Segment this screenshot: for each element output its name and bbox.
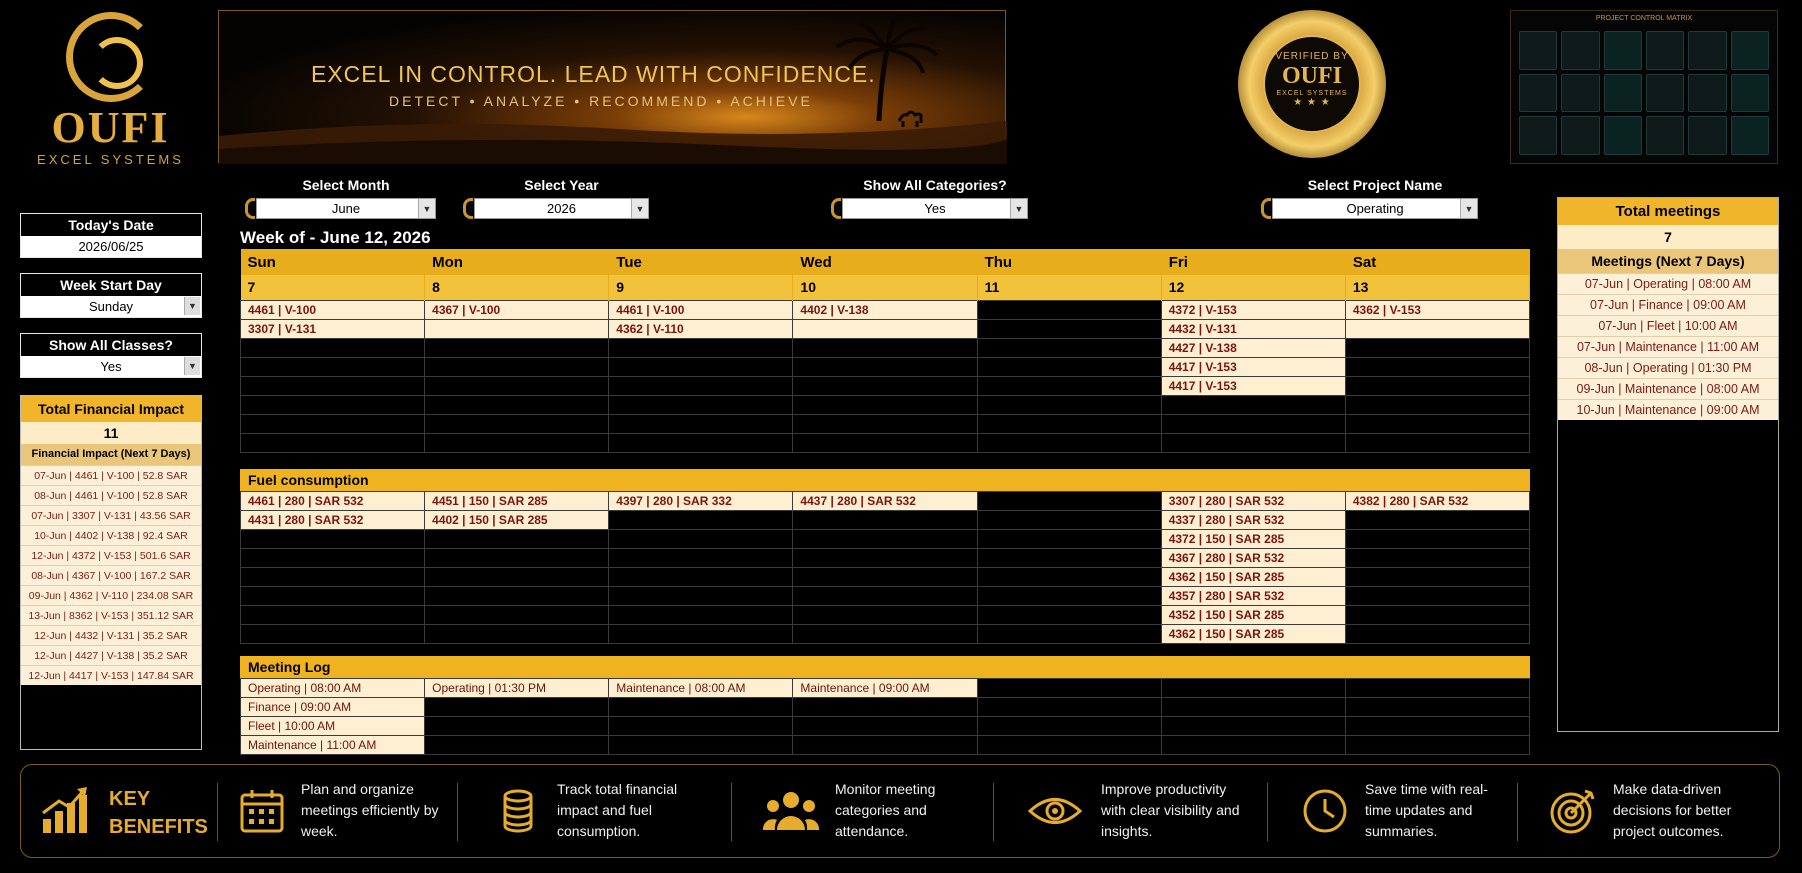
- date-header: 13: [1345, 275, 1529, 300]
- fuel-cell[interactable]: 4362 | 150 | SAR 285: [1161, 568, 1345, 587]
- fuel-cell[interactable]: [609, 549, 793, 568]
- meeting-cell[interactable]: [609, 736, 793, 755]
- month-label: Select Month: [302, 177, 390, 193]
- schedule-cell[interactable]: 4417 | V-153: [1161, 357, 1345, 376]
- meetings-panel: [1557, 197, 1779, 732]
- meeting-cell[interactable]: [425, 736, 609, 755]
- schedule-row: [241, 357, 1530, 376]
- fuel-cell[interactable]: [241, 568, 425, 587]
- fuel-cell[interactable]: 4382 | 280 | SAR 532: [1345, 492, 1529, 511]
- date-header: 9: [609, 275, 793, 300]
- chevron-down-icon[interactable]: ▼: [1460, 199, 1477, 218]
- meeting-cell[interactable]: [609, 698, 793, 717]
- fuel-cell[interactable]: 4372 | 150 | SAR 285: [1161, 530, 1345, 549]
- fuel-cell[interactable]: [793, 549, 977, 568]
- meeting-log-table: [240, 678, 1530, 755]
- fuel-cell[interactable]: [977, 530, 1161, 549]
- day-header: Fri: [1161, 249, 1345, 275]
- date-header: 8: [425, 275, 609, 300]
- people-icon: [761, 788, 821, 834]
- benefit-decisions-text: Make data-driven decisions for better project outcomes.: [1613, 781, 1732, 839]
- thumbnail-title: PROJECT CONTROL MATRIX: [1595, 15, 1693, 22]
- meeting-cell[interactable]: [1345, 736, 1529, 755]
- meeting-cell[interactable]: Fleet | 10:00 AM: [241, 717, 425, 736]
- financial-total: 11: [21, 422, 201, 444]
- schedule-cell[interactable]: [1345, 395, 1529, 414]
- fuel-row: [241, 625, 1530, 644]
- financial-list-item: 12-Jun | 4372 | V-153 | 501.6 SAR: [21, 545, 201, 565]
- categories-bracket-icon: [831, 198, 841, 219]
- date-header: 7: [241, 275, 425, 300]
- schedule-cell[interactable]: [1345, 414, 1529, 433]
- fuel-cell[interactable]: 4431 | 280 | SAR 532: [241, 511, 425, 530]
- fuel-cell[interactable]: [241, 625, 425, 644]
- meeting-cell[interactable]: [1161, 736, 1345, 755]
- schedule-table: [240, 249, 1530, 453]
- financial-list: [21, 465, 201, 685]
- meeting-cell[interactable]: [1161, 717, 1345, 736]
- clock-icon: [1301, 787, 1349, 835]
- schedule-cell[interactable]: 4427 | V-138: [1161, 338, 1345, 357]
- show-classes-label: Show All Classes?: [21, 334, 201, 356]
- key-benefits-bar: [20, 764, 1780, 858]
- schedule-cell[interactable]: [425, 319, 609, 338]
- calendar-icon: [239, 788, 285, 834]
- fuel-cell[interactable]: [977, 606, 1161, 625]
- week-start-box: [20, 273, 202, 318]
- meeting-cell[interactable]: [425, 717, 609, 736]
- fuel-cell[interactable]: [793, 587, 977, 606]
- coins-icon: [495, 788, 541, 834]
- fuel-cell[interactable]: [793, 511, 977, 530]
- seal-sub-text: EXCEL SYSTEMS: [1276, 90, 1348, 97]
- meeting-row: [241, 679, 1530, 698]
- growth-chart-icon: [41, 785, 91, 835]
- meeting-cell[interactable]: [977, 717, 1161, 736]
- categories-value: Yes: [924, 201, 946, 216]
- key-benefits-line1: KEY: [109, 788, 151, 810]
- date-header: 10: [793, 275, 977, 300]
- week-title: Week of - June 12, 2026: [240, 228, 431, 247]
- meeting-cell[interactable]: Finance | 09:00 AM: [241, 698, 425, 717]
- schedule-cell[interactable]: [425, 433, 609, 452]
- verified-seal: [1238, 10, 1386, 158]
- show-classes-dropdown[interactable]: [21, 356, 201, 377]
- schedule-cell[interactable]: [793, 414, 977, 433]
- meeting-row: [241, 717, 1530, 736]
- fuel-cell[interactable]: [793, 606, 977, 625]
- fuel-cell[interactable]: 4461 | 280 | SAR 532: [241, 492, 425, 511]
- schedule-cell[interactable]: [793, 376, 977, 395]
- fuel-cell[interactable]: [793, 568, 977, 587]
- date-header: 12: [1161, 275, 1345, 300]
- week-start-label: Week Start Day: [21, 274, 201, 296]
- benefit-track: [495, 779, 707, 842]
- fuel-cell[interactable]: [425, 625, 609, 644]
- schedule-cell[interactable]: 4402 | V-138: [793, 300, 977, 319]
- fuel-row: [241, 587, 1530, 606]
- fuel-cell[interactable]: [609, 625, 793, 644]
- meeting-list-item: 07-Jun | Operating | 08:00 AM: [1558, 273, 1778, 294]
- financial-impact-panel: [20, 395, 202, 750]
- chevron-down-icon[interactable]: ▼: [184, 357, 200, 375]
- financial-list-item: 08-Jun | 4367 | V-100 | 167.2 SAR: [21, 565, 201, 585]
- schedule-cell[interactable]: [609, 357, 793, 376]
- fuel-cell[interactable]: [977, 492, 1161, 511]
- schedule-cell[interactable]: 4432 | V-131: [1161, 319, 1345, 338]
- schedule-row: [241, 319, 1530, 338]
- fuel-row: [241, 511, 1530, 530]
- chevron-down-icon[interactable]: ▼: [1010, 199, 1027, 218]
- month-value: June: [331, 201, 361, 216]
- meeting-cell[interactable]: [793, 698, 977, 717]
- meeting-list-item: 07-Jun | Maintenance | 11:00 AM: [1558, 336, 1778, 357]
- year-dropdown[interactable]: [474, 198, 649, 219]
- schedule-row: [241, 338, 1530, 357]
- schedule-cell[interactable]: [609, 376, 793, 395]
- meeting-list-item: 08-Jun | Operating | 01:30 PM: [1558, 357, 1778, 378]
- logo-mark-icon: [66, 12, 156, 102]
- schedule-cell[interactable]: [241, 357, 425, 376]
- fuel-cell[interactable]: 4437 | 280 | SAR 532: [793, 492, 977, 511]
- year-value: 2026: [547, 201, 576, 216]
- project-value: Operating: [1346, 201, 1404, 216]
- benefit-decisions: [1549, 779, 1763, 842]
- fuel-row: [241, 549, 1530, 568]
- meetings-subtitle: Meetings (Next 7 Days): [1558, 249, 1778, 273]
- fuel-cell[interactable]: 4451 | 150 | SAR 285: [425, 492, 609, 511]
- schedule-cell[interactable]: [425, 395, 609, 414]
- categories-dropdown[interactable]: [842, 198, 1028, 219]
- benefit-plan-text: Plan and organize meetings efficiently by week.: [301, 781, 439, 839]
- chevron-down-icon[interactable]: ▼: [631, 199, 648, 218]
- fuel-cell[interactable]: 4352 | 150 | SAR 285: [1161, 606, 1345, 625]
- fuel-cell[interactable]: [609, 530, 793, 549]
- benefit-monitor: [761, 779, 965, 842]
- key-benefits-title: [109, 785, 208, 841]
- schedule-cell[interactable]: [609, 433, 793, 452]
- todays-date-label: Today's Date: [21, 214, 201, 236]
- schedule-cell[interactable]: [977, 376, 1161, 395]
- fuel-cell[interactable]: 3307 | 280 | SAR 532: [1161, 492, 1345, 511]
- schedule-row: [241, 300, 1530, 319]
- meeting-row: [241, 736, 1530, 755]
- fuel-cell[interactable]: [241, 606, 425, 625]
- benefit-time-text: Save time with real-time updates and summaries.: [1365, 781, 1488, 839]
- schedule-cell[interactable]: 4372 | V-153: [1161, 300, 1345, 319]
- schedule-cell[interactable]: [425, 414, 609, 433]
- schedule-cell[interactable]: [977, 300, 1161, 319]
- month-bracket-icon: [245, 198, 255, 219]
- schedule-cell[interactable]: [1345, 338, 1529, 357]
- meetings-list: [1558, 273, 1778, 420]
- fuel-cell[interactable]: [425, 606, 609, 625]
- schedule-cell[interactable]: [1161, 414, 1345, 433]
- schedule-cell[interactable]: 4362 | V-153: [1345, 300, 1529, 319]
- todays-date-box: [20, 213, 202, 258]
- meeting-list-item: 07-Jun | Finance | 09:00 AM: [1558, 294, 1778, 315]
- financial-subtitle: Financial Impact (Next 7 Days): [21, 444, 201, 465]
- schedule-row: [241, 376, 1530, 395]
- week-start-dropdown[interactable]: [21, 296, 201, 317]
- fuel-cell[interactable]: [241, 530, 425, 549]
- todays-date-value[interactable]: 2026/06/25: [21, 236, 201, 257]
- fuel-cell[interactable]: 4397 | 280 | SAR 332: [609, 492, 793, 511]
- schedule-cell[interactable]: [977, 395, 1161, 414]
- meeting-cell[interactable]: [425, 698, 609, 717]
- day-header-row: [241, 249, 1530, 275]
- schedule-cell[interactable]: 4461 | V-100: [241, 300, 425, 319]
- schedule-row: [241, 395, 1530, 414]
- show-classes-value: Yes: [100, 359, 122, 374]
- schedule-cell[interactable]: [609, 395, 793, 414]
- financial-title: Total Financial Impact: [21, 396, 201, 422]
- schedule-cell[interactable]: [609, 338, 793, 357]
- schedule-cell[interactable]: 4367 | V-100: [425, 300, 609, 319]
- meeting-cell[interactable]: [1161, 698, 1345, 717]
- meetings-title: Total meetings: [1558, 198, 1778, 225]
- schedule-cell[interactable]: [977, 357, 1161, 376]
- fuel-cell[interactable]: [977, 568, 1161, 587]
- fuel-cell[interactable]: [241, 549, 425, 568]
- schedule-cell[interactable]: 4461 | V-100: [609, 300, 793, 319]
- fuel-section-title: Fuel consumption: [240, 469, 1530, 491]
- fuel-cell[interactable]: [425, 587, 609, 606]
- date-header-row: [241, 275, 1530, 300]
- financial-list-item: 12-Jun | 4427 | V-138 | 35.2 SAR: [21, 645, 201, 665]
- year-label: Select Year: [524, 177, 599, 193]
- project-bracket-icon: [1261, 198, 1271, 219]
- schedule-cell[interactable]: [1345, 433, 1529, 452]
- fuel-cell[interactable]: 4402 | 150 | SAR 285: [425, 511, 609, 530]
- fuel-row: [241, 492, 1530, 511]
- fuel-cell[interactable]: [977, 511, 1161, 530]
- week-start-value: Sunday: [88, 299, 134, 314]
- schedule-cell[interactable]: [793, 338, 977, 357]
- meeting-cell[interactable]: [1345, 717, 1529, 736]
- schedule-row: [241, 433, 1530, 452]
- logo-subtitle: EXCEL SYSTEMS: [37, 152, 184, 167]
- year-bracket-icon: [463, 198, 473, 219]
- fuel-cell[interactable]: [609, 511, 793, 530]
- schedule-cell[interactable]: [241, 376, 425, 395]
- fuel-cell[interactable]: 4367 | 280 | SAR 532: [1161, 549, 1345, 568]
- day-header: Mon: [425, 249, 609, 275]
- target-icon: [1549, 787, 1597, 835]
- schedule-cell[interactable]: [425, 338, 609, 357]
- thumbnail-panels: [1519, 31, 1769, 155]
- schedule-cell[interactable]: [1345, 376, 1529, 395]
- fuel-cell[interactable]: [977, 625, 1161, 644]
- meeting-cell[interactable]: [609, 717, 793, 736]
- fuel-cell[interactable]: [609, 568, 793, 587]
- meeting-row: [241, 698, 1530, 717]
- eye-icon: [1027, 788, 1083, 834]
- month-dropdown[interactable]: [256, 198, 436, 219]
- benefit-track-text: Track total financial impact and fuel consumption.: [557, 781, 678, 839]
- meeting-cell[interactable]: [977, 698, 1161, 717]
- financial-list-item: 07-Jun | 4461 | V-100 | 52.8 SAR: [21, 465, 201, 485]
- fuel-cell[interactable]: [1345, 606, 1529, 625]
- meeting-cell[interactable]: Operating | 01:30 PM: [425, 679, 609, 698]
- schedule-cell[interactable]: [241, 414, 425, 433]
- meeting-list-item: 10-Jun | Maintenance | 09:00 AM: [1558, 399, 1778, 420]
- schedule-cell[interactable]: [793, 433, 977, 452]
- schedule-cell[interactable]: 4362 | V-110: [609, 319, 793, 338]
- schedule-cell[interactable]: 3307 | V-131: [241, 319, 425, 338]
- financial-list-item: 08-Jun | 4461 | V-100 | 52.8 SAR: [21, 485, 201, 505]
- meeting-cell[interactable]: [793, 717, 977, 736]
- schedule-cell[interactable]: [1345, 357, 1529, 376]
- meeting-cell[interactable]: Maintenance | 09:00 AM: [793, 679, 977, 698]
- day-header: Tue: [609, 249, 793, 275]
- fuel-cell[interactable]: [1345, 568, 1529, 587]
- meeting-list-item: 07-Jun | Fleet | 10:00 AM: [1558, 315, 1778, 336]
- meeting-cell[interactable]: [1161, 679, 1345, 698]
- fuel-cell[interactable]: [1345, 625, 1529, 644]
- meeting-cell[interactable]: Maintenance | 11:00 AM: [241, 736, 425, 755]
- benefit-productivity-text: Improve productivity with clear visibility and insights.: [1101, 781, 1240, 839]
- date-header: 11: [977, 275, 1161, 300]
- meeting-cell[interactable]: Operating | 08:00 AM: [241, 679, 425, 698]
- day-header: Sun: [241, 249, 425, 275]
- schedule-cell[interactable]: [241, 338, 425, 357]
- day-header: Sat: [1345, 249, 1529, 275]
- dashboard-thumbnail[interactable]: [1510, 10, 1778, 164]
- benefit-productivity: [1027, 779, 1251, 842]
- schedule-cell[interactable]: [793, 319, 977, 338]
- meetings-total: 7: [1558, 225, 1778, 249]
- project-dropdown[interactable]: [1272, 198, 1478, 219]
- schedule-cell[interactable]: [977, 319, 1161, 338]
- fuel-cell[interactable]: [977, 587, 1161, 606]
- oufi-logo: [28, 12, 193, 182]
- financial-list-item: 07-Jun | 3307 | V-131 | 43.56 SAR: [21, 505, 201, 525]
- meeting-section-title: Meeting Log: [240, 656, 1530, 678]
- fuel-cell[interactable]: [425, 530, 609, 549]
- fuel-cell[interactable]: [793, 530, 977, 549]
- fuel-row: [241, 606, 1530, 625]
- schedule-cell[interactable]: [977, 433, 1161, 452]
- banner-subtitle: DETECT • ANALYZE • RECOMMEND • ACHIEVE: [389, 93, 813, 109]
- schedule-cell[interactable]: [793, 357, 977, 376]
- schedule-cell[interactable]: [425, 357, 609, 376]
- fuel-cell[interactable]: [609, 606, 793, 625]
- chevron-down-icon[interactable]: ▼: [418, 199, 435, 218]
- day-header: Wed: [793, 249, 977, 275]
- fuel-table: [240, 491, 1530, 644]
- meeting-cell[interactable]: [977, 679, 1161, 698]
- fuel-cell[interactable]: [1345, 549, 1529, 568]
- fuel-cell[interactable]: [1345, 530, 1529, 549]
- categories-label: Show All Categories?: [863, 177, 1007, 193]
- seal-brand: OUFI: [1282, 63, 1342, 89]
- schedule-cell[interactable]: [1161, 395, 1345, 414]
- hero-banner: [218, 10, 1006, 163]
- schedule-row: [241, 414, 1530, 433]
- schedule-cell[interactable]: [609, 414, 793, 433]
- schedule-cell[interactable]: [977, 414, 1161, 433]
- fuel-cell[interactable]: [793, 625, 977, 644]
- schedule-cell[interactable]: [1161, 433, 1345, 452]
- fuel-cell[interactable]: 4337 | 280 | SAR 532: [1161, 511, 1345, 530]
- logo-brand: OUFI: [51, 103, 170, 152]
- meeting-cell[interactable]: [977, 736, 1161, 755]
- financial-list-item: 10-Jun | 4402 | V-138 | 92.4 SAR: [21, 525, 201, 545]
- fuel-cell[interactable]: [1345, 511, 1529, 530]
- schedule-cell[interactable]: [1345, 319, 1529, 338]
- key-benefits-line2: BENEFITS: [109, 816, 208, 838]
- meeting-list-item: 09-Jun | Maintenance | 08:00 AM: [1558, 378, 1778, 399]
- fuel-cell[interactable]: [1345, 587, 1529, 606]
- chevron-down-icon[interactable]: ▼: [184, 297, 200, 315]
- fuel-cell[interactable]: [609, 587, 793, 606]
- fuel-cell[interactable]: 4362 | 150 | SAR 285: [1161, 625, 1345, 644]
- seal-top-text: VERIFIED BY: [1275, 51, 1349, 62]
- meeting-cell[interactable]: Maintenance | 08:00 AM: [609, 679, 793, 698]
- fuel-row: [241, 568, 1530, 587]
- fuel-cell[interactable]: 4357 | 280 | SAR 532: [1161, 587, 1345, 606]
- fuel-cell[interactable]: [977, 549, 1161, 568]
- project-label: Select Project Name: [1307, 177, 1443, 193]
- fuel-cell[interactable]: [241, 587, 425, 606]
- meeting-cell[interactable]: [1345, 679, 1529, 698]
- meeting-cell[interactable]: [793, 736, 977, 755]
- benefit-monitor-text: Monitor meeting categories and attendance.: [835, 781, 936, 839]
- fuel-cell[interactable]: [425, 549, 609, 568]
- banner-title: EXCEL IN CONTROL. LEAD WITH CONFIDENCE.: [311, 61, 876, 87]
- financial-list-item: 12-Jun | 4417 | V-153 | 147.84 SAR: [21, 665, 201, 685]
- schedule-cell[interactable]: [241, 433, 425, 452]
- show-classes-box: [20, 333, 202, 378]
- seal-stars-icon: ★ ★ ★: [1293, 97, 1331, 108]
- meeting-cell[interactable]: [1345, 698, 1529, 717]
- benefit-plan: [239, 779, 441, 842]
- schedule-cell[interactable]: 4417 | V-153: [1161, 376, 1345, 395]
- fuel-cell[interactable]: [425, 568, 609, 587]
- financial-list-item: 09-Jun | 4362 | V-110 | 234.08 SAR: [21, 585, 201, 605]
- schedule-cell[interactable]: [241, 395, 425, 414]
- fuel-row: [241, 530, 1530, 549]
- schedule-cell[interactable]: [977, 338, 1161, 357]
- financial-list-item: 12-Jun | 4432 | V-131 | 35.2 SAR: [21, 625, 201, 645]
- day-header: Thu: [977, 249, 1161, 275]
- schedule-cell[interactable]: [793, 395, 977, 414]
- benefit-time: [1301, 779, 1495, 842]
- financial-list-item: 13-Jun | 8362 | V-153 | 351.12 SAR: [21, 605, 201, 625]
- schedule-cell[interactable]: [425, 376, 609, 395]
